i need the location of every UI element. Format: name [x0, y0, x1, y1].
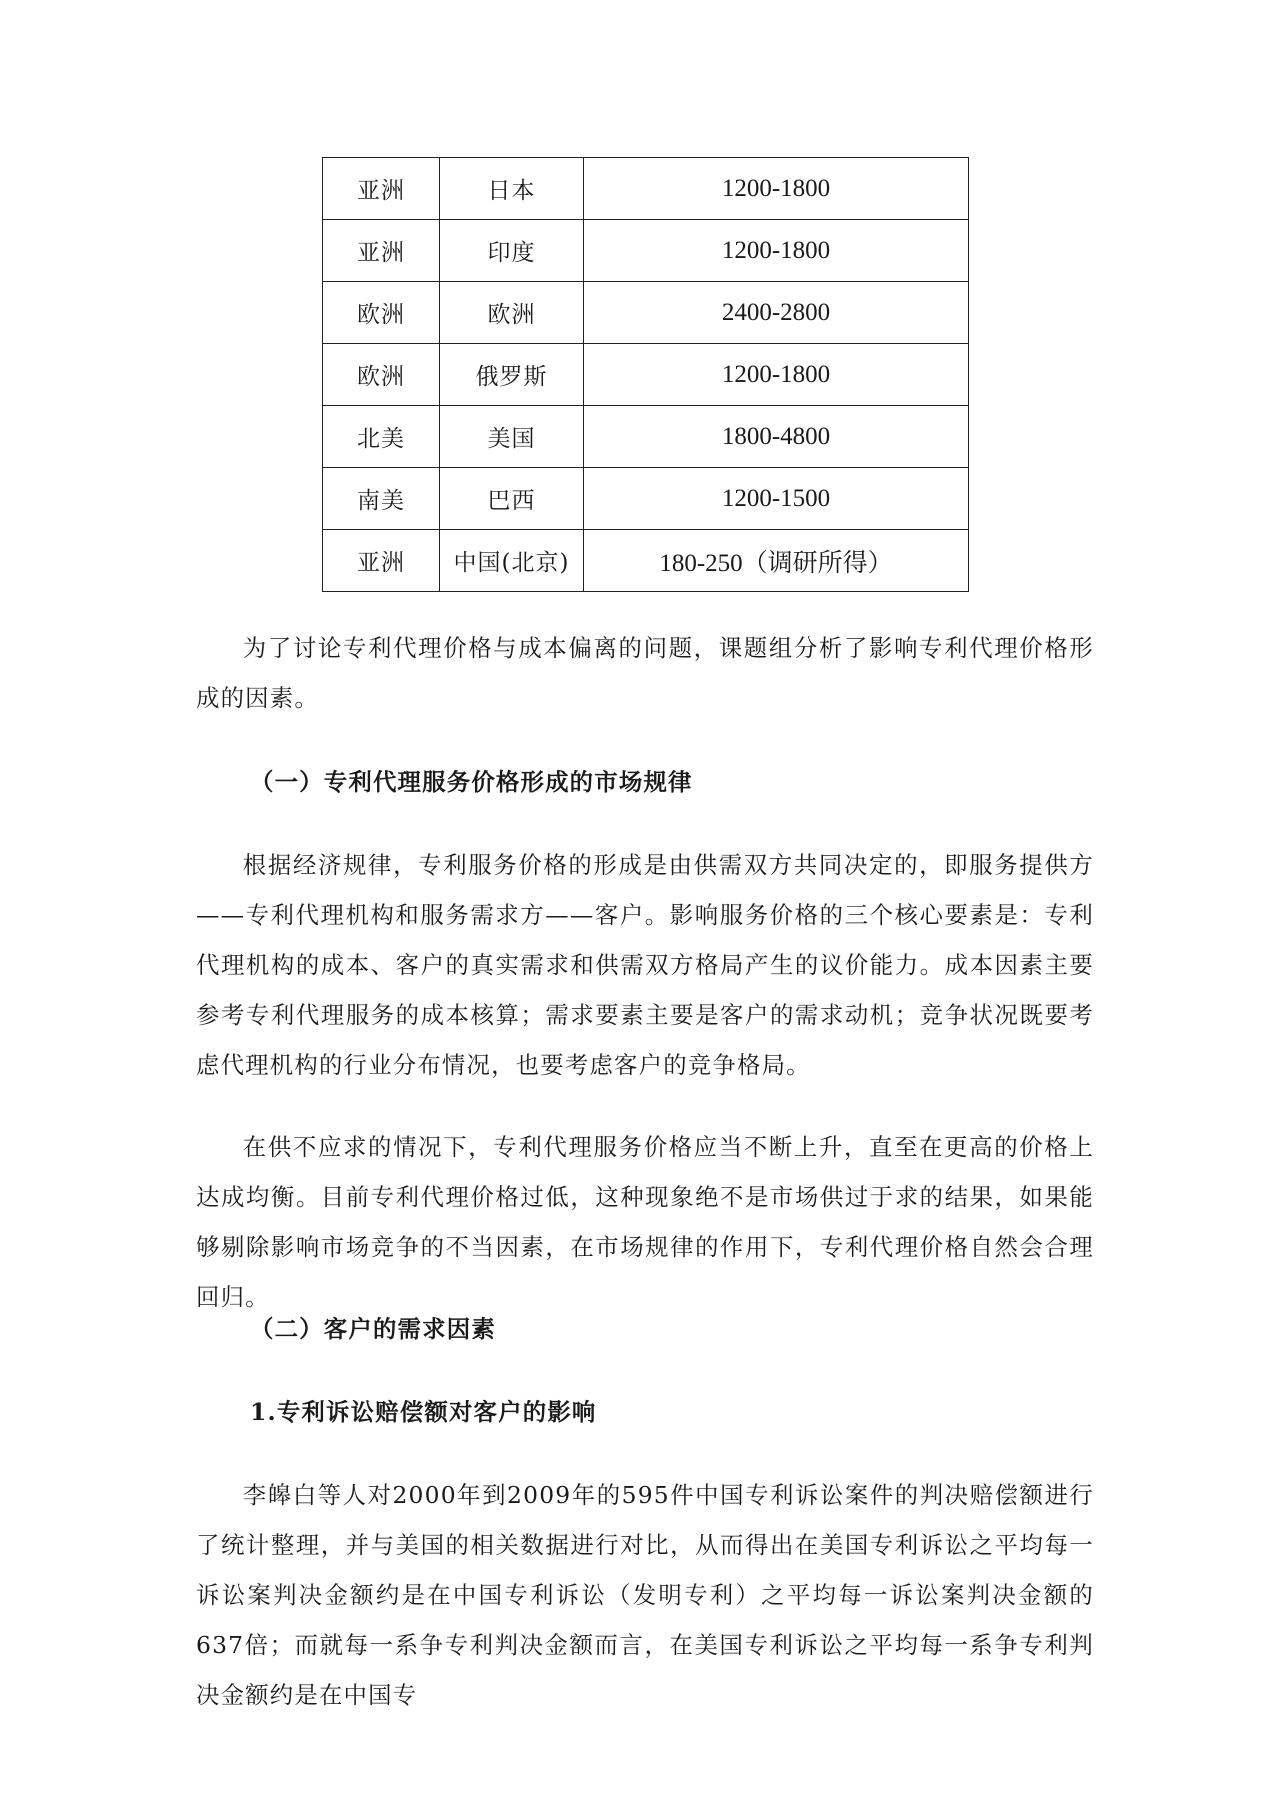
country-cell: 印度 [440, 220, 584, 282]
subsection-heading-litigation: 1.专利诉讼赔偿额对客户的影响 [250, 1398, 597, 1426]
price-cell: 1200-1800 [584, 344, 969, 406]
country-cell: 巴西 [440, 468, 584, 530]
table-row [323, 530, 969, 592]
price-cell: 1200-1800 [584, 158, 969, 220]
price-cell: 1200-1500 [584, 468, 969, 530]
country-cell: 中国(北京) [440, 530, 584, 592]
table-row [323, 406, 969, 468]
intro-paragraph: 为了讨论专利代理价格与成本偏离的问题，课题组分析了影响专利代理价格形成的因素。 [196, 634, 1094, 712]
table-row [323, 344, 969, 406]
price-table-body [323, 158, 969, 592]
table-row [323, 282, 969, 344]
market-rules-block [196, 840, 1094, 1090]
country-cell: 俄罗斯 [440, 344, 584, 406]
country-cell: 美国 [440, 406, 584, 468]
region-cell: 南美 [323, 468, 440, 530]
region-cell: 北美 [323, 406, 440, 468]
intro-block [196, 623, 1094, 723]
section-heading-market: （一）专利代理服务价格形成的市场规律 [250, 768, 693, 796]
table-row [323, 468, 969, 530]
region-cell: 亚洲 [323, 220, 440, 282]
price-cell: 180-250（调研所得） [584, 530, 969, 592]
region-cell: 欧洲 [323, 344, 440, 406]
table-row [323, 158, 969, 220]
region-cell: 亚洲 [323, 530, 440, 592]
litigation-paragraph: 李皞白等人对2000年到2009年的595件中国专利诉讼案件的判决赔偿额进行了统计整理，并与美国的相关数据进行对比，从而得出在美国专利诉讼之平均每一诉讼案判决金额约是在中国专利诉讼（发明专利）之平均每一诉讼案判决金额的637倍；而就每一系争专利判决金额而言，在美国专利诉讼之平均每一系争专利判决金额约是在中国专 [196, 1481, 1094, 1709]
region-cell: 亚洲 [323, 158, 440, 220]
table-row [323, 220, 969, 282]
section-heading-demand: （二）客户的需求因素 [250, 1315, 496, 1343]
price-cell: 2400-2800 [584, 282, 969, 344]
price-table [322, 157, 969, 592]
market-rules-paragraph: 根据经济规律，专利服务价格的形成是由供需双方共同决定的，即服务提供方——专利代理机构和服务需求方——客户。影响服务价格的三个核心要素是：专利代理机构的成本、客户的真实需求和供需双方格局产生的议价能力。成本因素主要参考专利代理服务的成本核算；需求要素主要是客户的需求动机；竞争状况既要考虑代理机构的行业分布情况，也要考虑客户的竞争格局。 [196, 851, 1094, 1079]
region-cell: 欧洲 [323, 282, 440, 344]
price-cell: 1200-1800 [584, 220, 969, 282]
supply-demand-block [196, 1122, 1094, 1322]
supply-demand-paragraph: 在供不应求的情况下，专利代理服务价格应当不断上升，直至在更高的价格上达成均衡。目前专利代理价格过低，这种现象绝不是市场供过于求的结果，如果能够剔除影响市场竞争的不当因素，在市场规律的作用下，专利代理价格自然会合理回归。 [196, 1133, 1094, 1311]
litigation-block [196, 1470, 1094, 1720]
price-cell: 1800-4800 [584, 406, 969, 468]
country-cell: 日本 [440, 158, 584, 220]
country-cell: 欧洲 [440, 282, 584, 344]
